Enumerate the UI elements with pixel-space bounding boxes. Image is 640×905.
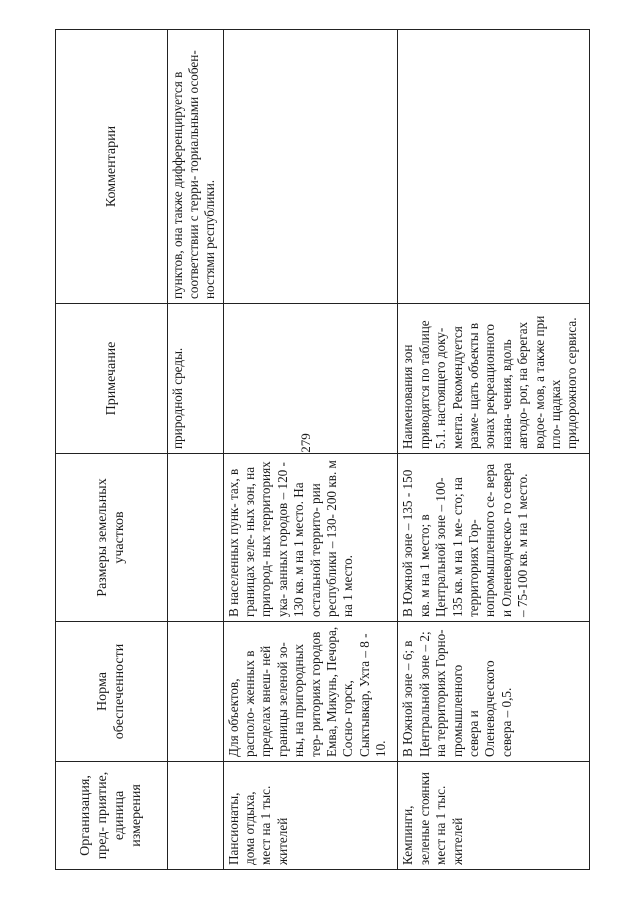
continuation-comment: пунктов, она также дифференцируется в соответствии с терри- ториальными особен- ностями республики. [167, 30, 223, 304]
norms-table [55, 29, 590, 870]
continuation-row [167, 30, 223, 870]
rotated-table-wrapper [55, 30, 590, 870]
header-comments: Комментарии [56, 30, 168, 304]
header-land-size: Размеры земельных участков [56, 454, 168, 622]
header-note: Примечание [56, 304, 168, 454]
row-comment [223, 30, 398, 304]
row-land-size: В Южной зоне – 135 - 150 кв. м на 1 место; в Центральной зоне – 100-135 кв. м на 1 ме- сто; на территориях Гор- нопромышленного се- вера и Оленеводческо- го севера – 75-100 кв. м на 1 место. [398, 454, 590, 622]
row-comment [398, 30, 590, 304]
continuation-note: природной среды. [167, 304, 223, 454]
table-cell [167, 762, 223, 870]
row-note [223, 304, 398, 454]
table-cell [167, 454, 223, 622]
row-norm: Для объектов, располо- женных в пределах внеш- ней границы зеленой зо- ны, на пригородных тер- риториях городов Емва, Микунь, Печора, Сосно- горск, Сыктывкар, Ухта – 8 - 10. [223, 622, 398, 762]
row-note: Наименования зон приводятся по таблице 5.1. настоящего доку- мента. Рекомендуется разме- щать объекты в зонах рекреационного назна- чения, вдоль автодо- рог, на берегах водое- мов, а также при пло- щадках придорожного сервиса. [398, 304, 590, 454]
page-number: 279 [297, 433, 313, 453]
table-header-row [56, 30, 168, 870]
row-organization: Кемпинги, зеленые стоянки мест на 1 тыс. жителей [398, 762, 590, 870]
row-norm: В Южной зоне – 6; в Центральной зоне – 2; на территориях Горно- промышленного севера и Оленеводческого севера – 0,5. [398, 622, 590, 762]
table-row [398, 30, 590, 870]
row-land-size: В населенных пунк- тах, в границах зеле- ных зон, на пригород- ных территориях ука- занных городов – 120 - 130 кв. м на 1 место. На остальной террито- рии республики – 130- 200 кв. м на 1 место. [223, 454, 398, 622]
header-norm: Норма обеспеченности [56, 622, 168, 762]
row-organization: Пансионаты, дома отдыха, мест на 1 тыс. жителей [223, 762, 398, 870]
table-cell [167, 622, 223, 762]
header-organization: Организация, пред- приятие, единица измерения [56, 762, 168, 870]
